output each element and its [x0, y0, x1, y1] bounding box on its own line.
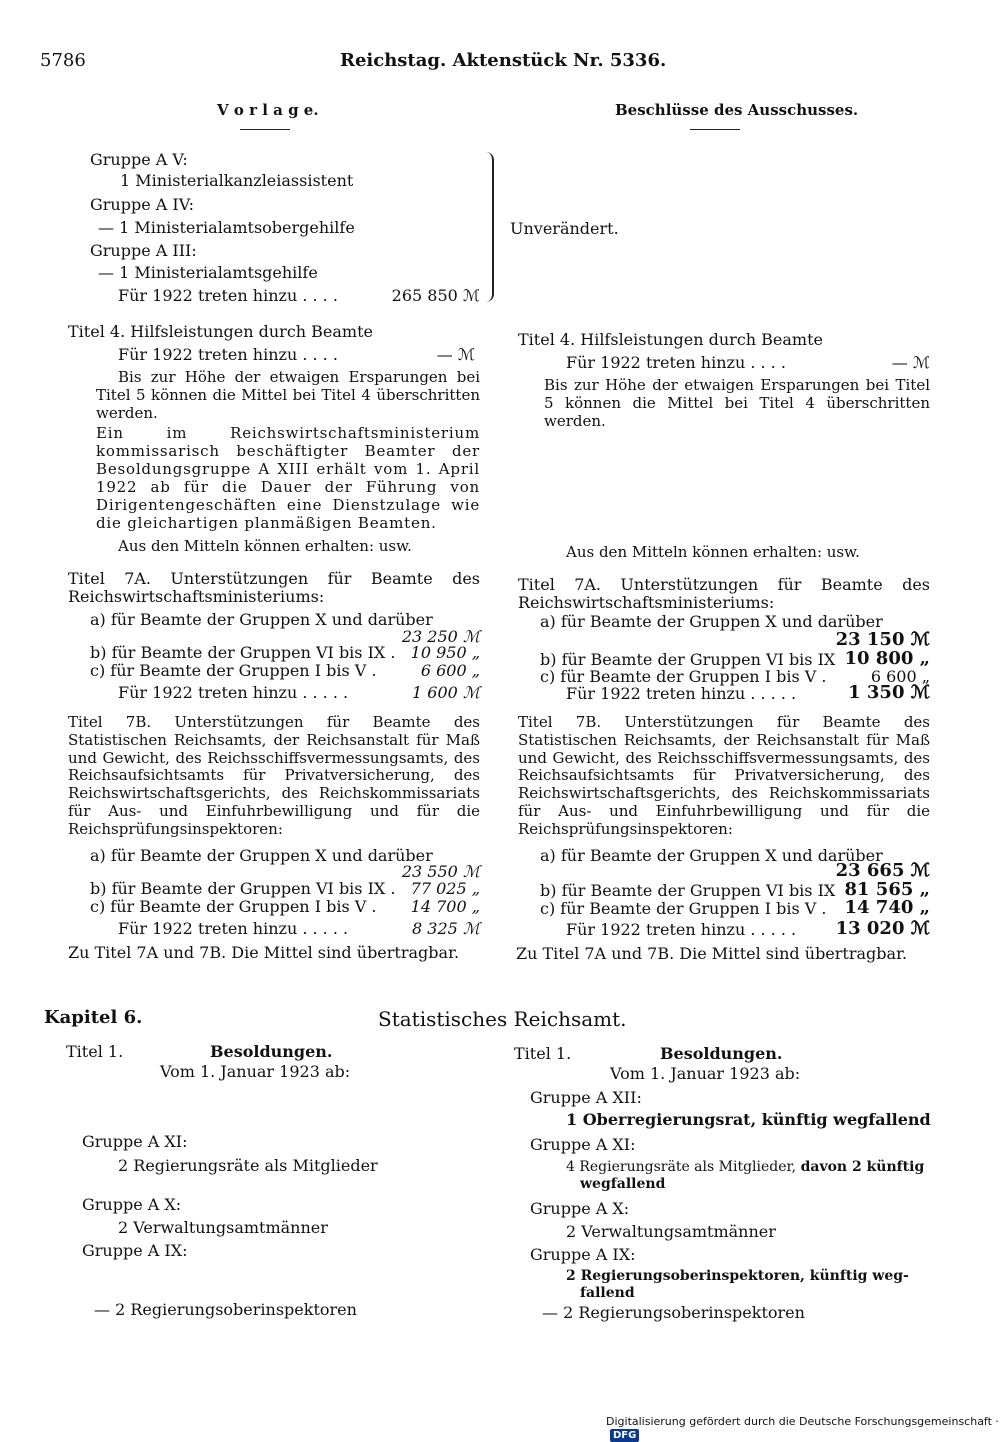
- right-titel7a-heading: Titel 7A. Unterstützungen für Beamte des Reichswirtschaftsministeriums:: [518, 575, 930, 612]
- right-column-heading: Beschlüsse des Ausschusses.: [615, 101, 859, 119]
- k-right-aix-item-c: — 2 Regierungsoberinspektoren: [542, 1303, 805, 1322]
- left-t7b-b: b) für Beamte der Gruppen VI bis IX .: [90, 879, 396, 898]
- left-t7b-a-value: 23 550 ℳ: [401, 862, 480, 881]
- left-t7b-a: a) für Beamte der Gruppen X und darüber: [90, 846, 433, 865]
- right-t7b-b: b) für Beamte der Gruppen VI bis IX: [540, 881, 836, 900]
- k-right-titel1: Titel 1.: [514, 1044, 572, 1063]
- k-right-axi-item-a: 4 Regierungsräte als Mitglieder,: [566, 1159, 797, 1175]
- k-left-ax-item: 2 Verwaltungsamtmänner: [118, 1218, 328, 1237]
- k-left-gruppe-aix: Gruppe A IX:: [82, 1241, 188, 1260]
- left-heading-rule: [240, 129, 290, 130]
- k-left-titel1: Titel 1.: [66, 1042, 124, 1061]
- right-titel4-value: — ℳ: [891, 353, 930, 372]
- left-t7a-a: a) für Beamte der Gruppen X und darüber: [90, 610, 433, 629]
- right-titel7b-heading: Titel 7B. Unterstützungen für Beamte des Statistischen Reichsamts, der Reichsanstalt für Maß und Gewicht, des Reichsschiffsvermessungsamts, des Reichsaufsichtsamts für Privatversicherung, des Reichswirtschaftsgerichts, des Reichskommissariats für Aus- und Einfuhrbewilligung und für die Reichsprüfungsinspektoren:: [518, 713, 930, 838]
- right-t7b-c-value: 14 740 „: [844, 897, 930, 918]
- left-t7a-b-value: 10 950 „: [410, 643, 480, 662]
- k-left-besoldungen: Besoldungen.: [210, 1042, 333, 1061]
- k-right-axi-item-c: wegfallend: [580, 1176, 666, 1192]
- left-t7a-c: c) für Beamte der Gruppen I bis V .: [90, 661, 377, 680]
- left-t7b-b-value: 77 025 „: [410, 879, 480, 898]
- right-zu-titel: Zu Titel 7A und 7B. Die Mittel sind übertragbar.: [516, 944, 908, 963]
- right-t7a-a: a) für Beamte der Gruppen X und darüber: [540, 612, 883, 631]
- left-t7a-b: b) für Beamte der Gruppen VI bis IX .: [90, 643, 396, 662]
- k-left-aix-item: — 2 Regierungsoberinspektoren: [94, 1300, 357, 1319]
- left-aiii-item: — 1 Ministerialamtsgehilfe: [98, 263, 318, 282]
- right-t7a-fuer: Für 1922 treten hinzu . . . . .: [566, 684, 797, 703]
- left-titel4-fuer: Für 1922 treten hinzu . . . .: [118, 345, 338, 364]
- k-right-besoldungen: Besoldungen.: [660, 1044, 783, 1063]
- left-column-heading: V o r l a g e.: [217, 101, 319, 119]
- right-t7a-fuer-value: 1 350 ℳ: [848, 682, 930, 703]
- right-t7b-fuer-value: 13 020 ℳ: [835, 918, 930, 939]
- left-titel7a-heading: Titel 7A. Unterstützungen für Beamte des Reichswirtschaftsministeriums:: [68, 569, 480, 606]
- dfg-logo: DFG: [610, 1429, 639, 1442]
- k-left-axi-item: 2 Regierungsräte als Mitglieder: [118, 1156, 378, 1175]
- left-titel4-aus: Aus den Mitteln können erhalten: usw.: [118, 537, 412, 555]
- footer-text: Digitalisierung gefördert durch die Deutsche Forschungsgemeinschaft ·: [606, 1415, 999, 1428]
- left-fuer1922-a: Für 1922 treten hinzu . . . .: [118, 286, 338, 305]
- left-zu-titel: Zu Titel 7A und 7B. Die Mittel sind übertragbar.: [68, 943, 460, 962]
- k-left-gruppe-ax: Gruppe A X:: [82, 1195, 182, 1214]
- left-aiv-item: — 1 Ministerialamtsobergehilfe: [98, 218, 355, 237]
- kapitel-title: Statistisches Reichsamt.: [378, 1007, 627, 1031]
- right-unveraendert: Unverändert.: [510, 219, 619, 238]
- left-titel4-value: — ℳ: [436, 345, 475, 364]
- k-left-vom: Vom 1. Januar 1923 ab:: [160, 1062, 351, 1081]
- left-t7a-a-value: 23 250 ℳ: [401, 627, 480, 646]
- right-t7a-c: c) für Beamte der Gruppen I bis V .: [540, 667, 827, 686]
- left-titel4-note: Bis zur Höhe der etwaigen Ersparungen bei Titel 5 können die Mittel bei Titel 4 überschritten werden.: [96, 368, 480, 422]
- k-left-gruppe-axi: Gruppe A XI:: [82, 1132, 188, 1151]
- page-number: 5786: [40, 50, 86, 71]
- left-titel7b-heading: Titel 7B. Unterstützungen für Beamte des Statistischen Reichsamts, der Reichsanstalt für Maß und Gewicht, des Reichsschiffsvermessungsamts, des Reichsaufsichtsamts für Privatversicherung, des Reichswirtschaftsgerichts, des Reichskommissariats für Aus- und Einfuhrbewilligung und für die Reichsprüfungsinspektoren:: [68, 713, 480, 838]
- k-right-gruppe-axii: Gruppe A XII:: [530, 1088, 642, 1107]
- k-right-ax-item: 2 Verwaltungsamtmänner: [566, 1222, 776, 1241]
- k-right-axii-item: 1 Oberregierungsrat, künftig wegfallend: [566, 1110, 931, 1129]
- left-fuer1922-a-value: 265 850 ℳ: [391, 286, 480, 305]
- k-right-gruppe-ax: Gruppe A X:: [530, 1199, 630, 1218]
- right-t7b-c: c) für Beamte der Gruppen I bis V .: [540, 899, 827, 918]
- right-t7a-b-value: 10 800 „: [844, 648, 930, 669]
- right-titel4-heading: Titel 4. Hilfsleistungen durch Beamte: [518, 330, 823, 349]
- right-titel4-note: Bis zur Höhe der etwaigen Ersparungen bei Titel 5 können die Mittel bei Titel 4 überschritten werden.: [544, 376, 930, 430]
- left-titel4-heading: Titel 4. Hilfsleistungen durch Beamte: [68, 322, 373, 341]
- left-t7a-fuer-value: 1 600 ℳ: [412, 683, 480, 702]
- k-right-axi-item-b: davon 2 künftig: [800, 1159, 925, 1175]
- right-t7a-a-value: 23 150 ℳ: [835, 629, 930, 650]
- right-t7b-a-value: 23 665 ℳ: [835, 860, 930, 881]
- left-titel4-paragraph: Ein im Reichswirtschaftsministerium kommissarisch beschäftigter Beamter der Besoldungsgruppe A XIII erhält vom 1. April 1922 ab für die Dauer der Führung von Dirigentengeschäften eine Dienstzulage wie die gleichartigen planmäßigen Beamten.: [96, 424, 480, 532]
- right-t7a-b: b) für Beamte der Gruppen VI bis IX: [540, 650, 836, 669]
- left-gruppe-aiii: Gruppe A III:: [90, 241, 197, 260]
- right-titel4-fuer: Für 1922 treten hinzu . . . .: [566, 353, 786, 372]
- brace-bracket: [482, 152, 494, 302]
- k-right-gruppe-aix: Gruppe A IX:: [530, 1245, 636, 1264]
- document-title: Reichstag. Aktenstück Nr. 5336.: [340, 50, 667, 71]
- right-t7b-a: a) für Beamte der Gruppen X und darüber: [540, 846, 883, 865]
- left-gruppe-av: Gruppe A V:: [90, 150, 188, 169]
- left-t7b-c: c) für Beamte der Gruppen I bis V .: [90, 897, 377, 916]
- left-t7a-fuer: Für 1922 treten hinzu . . . . .: [118, 683, 349, 702]
- left-t7b-c-value: 14 700 „: [410, 897, 480, 916]
- right-t7b-fuer: Für 1922 treten hinzu . . . . .: [566, 920, 797, 939]
- right-heading-rule: [690, 129, 740, 130]
- left-t7b-fuer-value: 8 325 ℳ: [412, 919, 480, 938]
- right-t7b-b-value: 81 565 „: [844, 879, 930, 900]
- k-right-axi-item: [566, 1159, 924, 1175]
- left-gruppe-aiv: Gruppe A IV:: [90, 195, 195, 214]
- footer-credit: [606, 1415, 1000, 1442]
- left-t7a-c-value: 6 600 „: [420, 661, 480, 680]
- kapitel-label: Kapitel 6.: [44, 1007, 143, 1028]
- k-right-gruppe-axi: Gruppe A XI:: [530, 1135, 636, 1154]
- left-t7b-fuer: Für 1922 treten hinzu . . . . .: [118, 919, 349, 938]
- k-right-vom: Vom 1. Januar 1923 ab:: [610, 1064, 801, 1083]
- right-titel4-aus: Aus den Mitteln können erhalten: usw.: [566, 543, 860, 561]
- k-right-aix-item-b: fallend: [580, 1285, 635, 1301]
- k-right-aix-item-a: 2 Regierungsoberinspektoren, künftig weg-: [566, 1268, 909, 1284]
- right-t7a-c-value: 6 600 „: [870, 667, 930, 686]
- left-av-item: 1 Ministerialkanzleiassistent: [120, 171, 354, 190]
